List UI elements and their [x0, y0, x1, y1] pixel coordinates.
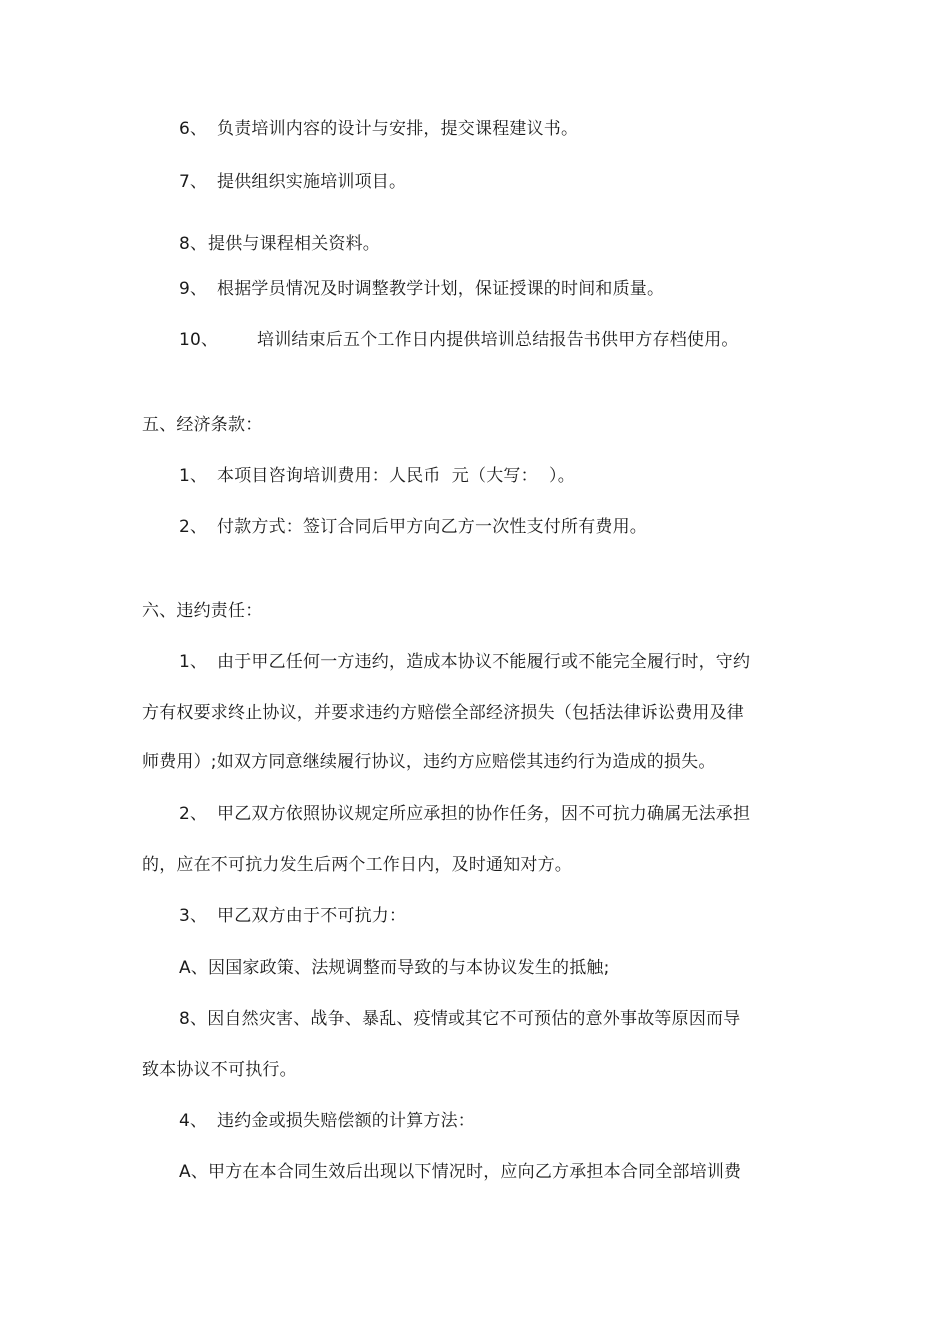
paragraph-line: [179, 803, 750, 825]
list-item: [179, 905, 406, 927]
item-number: 3、: [179, 906, 208, 926]
item-number: 10、: [179, 330, 219, 350]
item-text: 违约金或损失赔偿额的计算方法：: [217, 1111, 475, 1131]
list-item: [179, 329, 739, 351]
list-item: [179, 278, 664, 300]
item-number: 6、: [179, 119, 208, 139]
list-item: [179, 118, 578, 140]
item-number: 7、: [179, 172, 208, 192]
item-text: 根据学员情况及时调整教学计划，保证授课的时间和质量。: [217, 279, 665, 299]
paragraph-line: 的，应在不可抗力发生后两个工作日内，及时通知对方。: [142, 855, 572, 875]
item-text: 本项目咨询培训费用：人民币 元（大写： ）。: [217, 466, 575, 486]
item-number: 1、: [179, 466, 208, 486]
list-item: [179, 1110, 475, 1132]
paragraph-line: [179, 651, 750, 673]
item-number: 8、: [179, 234, 208, 254]
item-text: 负责培训内容的设计与安排，提交课程建议书。: [217, 119, 579, 139]
item-number: 2、: [179, 517, 208, 537]
item-text: 培训结束后五个工作日内提供培训总结报告书供甲方存档使用。: [257, 330, 739, 350]
section-heading: 五、经济条款：: [142, 415, 263, 435]
section-heading: 六、违约责任：: [142, 601, 263, 621]
list-item: [179, 171, 406, 193]
sub-item: 8、因自然灾害、战争、暴乱、疫情或其它不可预估的意外事故等原因而导: [179, 1009, 741, 1029]
list-item: [179, 233, 380, 255]
paragraph-line: 致本协议不可执行。: [142, 1060, 297, 1080]
sub-item: A、甲方在本合同生效后出现以下情况时，应向乙方承担本合同全部培训费: [179, 1162, 742, 1182]
item-number: 1、: [179, 652, 208, 672]
item-number: 2、: [179, 804, 208, 824]
item-number: 9、: [179, 279, 208, 299]
list-item: [179, 516, 647, 538]
paragraph-line: 方有权要求终止协议，并要求违约方赔偿全部经济损失（包括法律诉讼费用及律: [142, 703, 744, 723]
item-text: 由于甲乙任何一方违约，造成本协议不能履行或不能完全履行时，守约: [217, 652, 751, 672]
item-text: 付款方式：签订合同后甲方向乙方一次性支付所有费用。: [217, 517, 647, 537]
sub-item: A、因国家政策、法规调整而导致的与本协议发生的抵触;: [179, 958, 610, 978]
list-item: [179, 465, 575, 487]
item-number: 4、: [179, 1111, 208, 1131]
paragraph-line: 师费用）;如双方同意继续履行协议，违约方应赔偿其违约行为造成的损失。: [142, 752, 716, 772]
item-text: 提供与课程相关资料。: [208, 234, 380, 254]
item-text: 甲乙双方依照协议规定所应承担的协作任务，因不可抗力确属无法承担: [217, 804, 751, 824]
item-text: 提供组织实施培训项目。: [217, 172, 407, 192]
item-text: 甲乙双方由于不可抗力：: [217, 906, 407, 926]
